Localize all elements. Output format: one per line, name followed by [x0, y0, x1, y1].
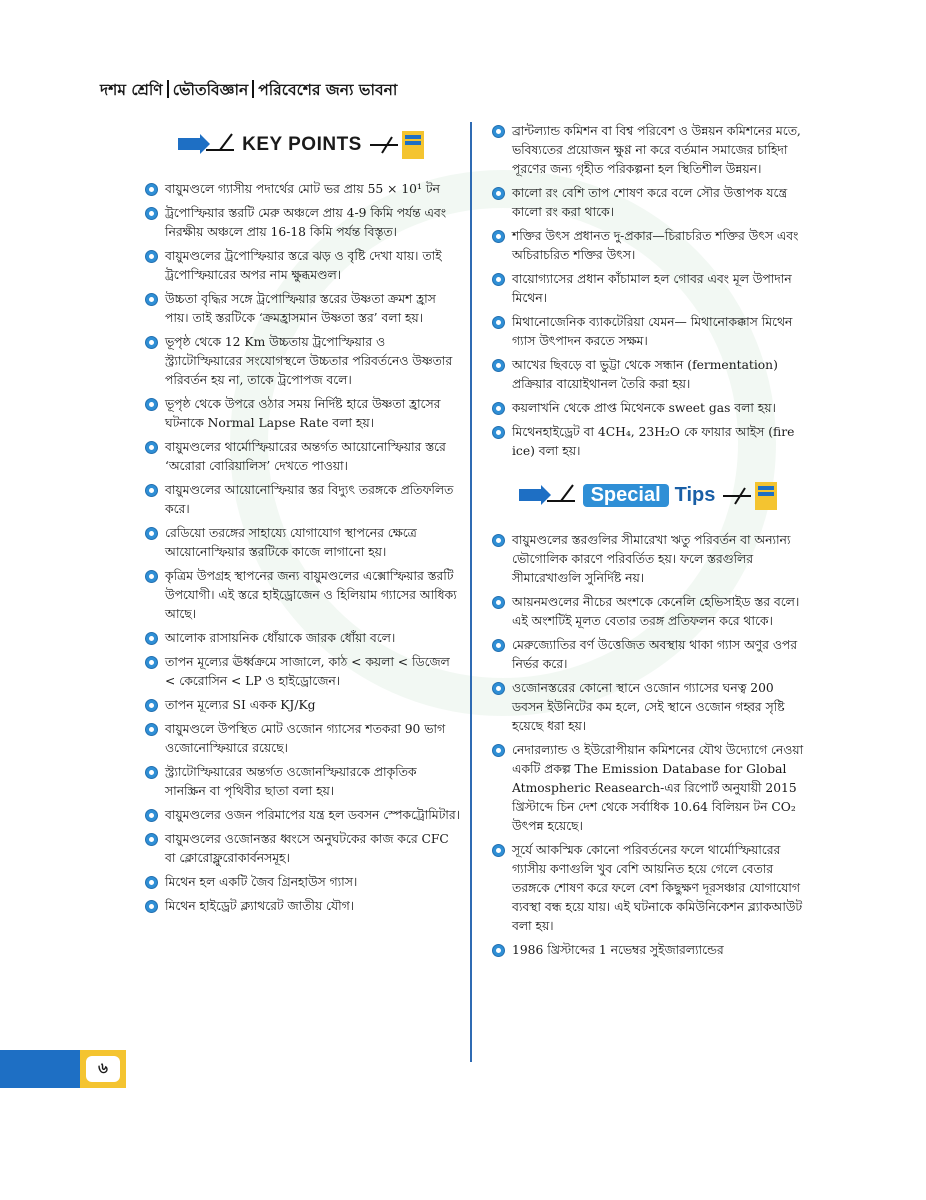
list-item [143, 567, 461, 624]
folder-icon [721, 478, 781, 512]
list-item-text: কালো রং বেশি তাপ শোষণ করে বলে সৌর উত্তাপক যন্ত্রে কালো রং করা থাকে। [512, 186, 787, 219]
bullet-icon [145, 699, 158, 712]
list-item-text: মিথেন হল একটি জৈব গ্রিনহাউস গ্যাস। [165, 875, 358, 889]
list-item [490, 122, 808, 179]
list-item [490, 227, 808, 265]
list-item-text: মিথানোজেনিক ব্যাকটেরিয়া যেমন— মিথানোকক্কাস মিথেন গ্যাস উৎপাদন করতে সক্ষম। [512, 315, 793, 348]
special-tips-pill: Special [583, 484, 669, 507]
bullet-icon [492, 639, 505, 652]
list-item [143, 180, 461, 199]
list-item [490, 941, 808, 960]
list-item-text: বায়ুমণ্ডলের ওজোনস্তর ধ্বংসে অনুঘটকের কাজ করে CFC বা ক্লোরোফ্লুরোকার্বনসমূহ। [165, 832, 449, 865]
list-item-text: আখের ছিবড়ে বা ভুট্টা থেকে সন্ধান (fermentation) প্রক্রিয়ার বায়োইথানল তৈরি করা হয়। [512, 358, 778, 391]
list-item [143, 481, 461, 519]
key-points-list [143, 180, 461, 916]
left-column [143, 122, 461, 921]
list-item-text: নেদারল্যান্ড ও ইউরোপীয়ান কমিশনের যৌথ উদ্যোগে নেওয়া একটি প্রকল্প The Emission Database for Global Atmospheric Reasearch-এর রিপোর্ট অনুযায়ী 2015 খ্রিস্টাব্দে চিন দেশ থেকে সর্বাধিক 10.64 বিলিয়ন টন CO₂ উৎপন্ন হয়েছে। [512, 743, 804, 833]
list-item-text: সূর্যে আকস্মিক কোনো পরিবর্তনের ফলে থার্মোস্ফিয়ারের গ্যাসীয় কণাগুলি খুব বেশি আয়নিত হয়ে গেলে বেতার তরঙ্গকে শোষণ করে ফলে বেশ কিছুক্ষণ দূরসঞ্চার যোগাযোগ ব্যবস্থা বন্ধ হয়ে যায়। এই ঘটনাকে কমিউনিকেশন ব্ল্যাকআউট বলা হয়। [512, 843, 803, 933]
header-class: দশম শ্রেণি [100, 81, 163, 99]
bullet-icon [492, 230, 505, 243]
bullet-icon [145, 250, 158, 263]
page-tab [0, 1050, 80, 1088]
list-item-text: উচ্চতা বৃদ্ধির সঙ্গে ট্রপোস্ফিয়ার স্তরের উষ্ণতা ক্রমশ হ্রাস পায়। তাই স্তরটিকে ‘ক্রমহ্রাসমান উষ্ণতা স্তর’ বলা হয়। [165, 292, 436, 325]
bullet-icon [145, 207, 158, 220]
list-item-text: বায়ুমণ্ডলে গ্যাসীয় পদার্থের মোট ভর প্রায় 55 × 10¹ টন [165, 182, 440, 196]
page-number-box [80, 1050, 126, 1088]
list-item-text: বায়ুমণ্ডলের ট্রপোস্ফিয়ার স্তরে ঝড় ও বৃষ্টি দেখা যায়। তাই ট্রপোস্ফিয়ারের অপর নাম ক্ষুব্ধমণ্ডল। [165, 249, 442, 282]
bullet-icon [145, 766, 158, 779]
list-item [490, 270, 808, 308]
bullet-icon [492, 682, 505, 695]
bullet-icon [145, 833, 158, 846]
list-item-text: মিথেন হাইড্রেট ক্ল্যাথরেট জাতীয় যৌগ। [165, 899, 355, 913]
bullet-icon [492, 744, 505, 757]
folder-icon [368, 127, 428, 161]
header-separator [252, 80, 254, 98]
list-item [490, 399, 808, 418]
bullet-icon [492, 402, 505, 415]
list-item-text: আলোক রাসায়নিক ধোঁয়াকে জারক ধোঁয়া বলে। [165, 631, 396, 645]
list-item-text: ভূপৃষ্ঠ থেকে 12 Km উচ্চতায় ট্রপোস্ফিয়ার ও স্ট্র্যাটোস্ফিয়ারের সংযোগস্থলে উচ্চতার পরিবর্তনেও উষ্ণতার পরিবর্তন হয় না, তাকে ট্রপোপজ বলে। [165, 335, 453, 387]
header-subject: ভৌতবিজ্ঞান [172, 81, 249, 99]
list-item [143, 696, 461, 715]
bullet-icon [145, 632, 158, 645]
bullet-icon [492, 596, 505, 609]
key-points-title: KEY POINTS [242, 133, 362, 155]
bullet-icon [145, 293, 158, 306]
list-item [143, 653, 461, 691]
list-item [490, 184, 808, 222]
list-item [490, 313, 808, 351]
page-number: ৬ [86, 1056, 120, 1082]
header-separator [167, 80, 169, 98]
bullet-icon [492, 187, 505, 200]
right-column [490, 122, 808, 965]
right-points-list [490, 122, 808, 461]
page-header [100, 78, 397, 104]
special-tips-banner [490, 473, 808, 517]
bullet-icon [145, 484, 158, 497]
list-item-text: কৃত্রিম উপগ্রহ স্থাপনের জন্য বায়ুমণ্ডলের এক্সোস্ফিয়ার স্তরটি উপযোগী। এই স্তরে হাইড্রোজেন ও হিলিয়াম গ্যাসের আধিক্য আছে। [165, 569, 457, 621]
list-item [143, 204, 461, 242]
bullet-icon [492, 844, 505, 857]
list-item [143, 395, 461, 433]
list-item-text: 1986 খ্রিস্টাব্দের 1 নভেম্বর সুইজারল্যান্ডের [512, 943, 724, 957]
list-item [143, 720, 461, 758]
list-item-text: স্ট্র্যাটোস্ফিয়ারের অন্তর্গত ওজোনস্ফিয়ারকে প্রাকৃতিক সানস্ক্রিন বা পৃথিবীর ছাতা বলা হয়। [165, 765, 417, 798]
list-item [143, 524, 461, 562]
list-item-text: কয়লাখনি থেকে প্রাপ্ত মিথেনকে sweet gas বলা হয়। [512, 401, 776, 415]
list-item-text: রেডিয়ো তরঙ্গের সাহায্যে যোগাযোগ স্থাপনের ক্ষেত্রে আয়োনোস্ফিয়ার স্তরটিকে কাজে লাগানো হয়। [165, 526, 417, 559]
list-item-text: আয়নমণ্ডলের নীচের অংশকে কেনেলি হেভিসাইড স্তর বলে। এই অংশটিই মূলত বেতার তরঙ্গ প্রতিফলন করে থাকে। [512, 595, 800, 628]
bullet-icon [145, 900, 158, 913]
list-item-text: বায়ুমণ্ডলের আয়োনোস্ফিয়ার স্তর বিদ্যুৎ তরঙ্গকে প্রতিফলিত করে। [165, 483, 454, 516]
list-item-text: মেরুজ্যোতির বর্ণ উত্তেজিত অবস্থায় থাকা গ্যাস অণুর ওপর নির্ভর করে। [512, 638, 798, 671]
arrow-icon [176, 132, 236, 156]
bullet-icon [145, 809, 158, 822]
list-item [143, 830, 461, 868]
list-item [143, 763, 461, 801]
special-tips-word: Tips [674, 483, 716, 506]
list-item-text: তাপন মূল্যের SI একক KJ/Kg [165, 698, 316, 712]
list-item-text: তাপন মূল্যের ঊর্ধ্বক্রমে সাজালে, কাঠ < কয়লা < ডিজেল < কেরোসিন < LP ও হাইড্রোজেন। [165, 655, 450, 688]
list-item [490, 636, 808, 674]
list-item-text: ব্রান্টল্যান্ড কমিশন বা বিশ্ব পরিবেশ ও উন্নয়ন কমিশনের মতে, ভবিষ্যতের প্রয়োজন ক্ষুণ্ণ না করে বর্তমান সমাজের চাহিদা পূরণের জন্য গৃহীত পরিকল্পনা হল স্থিতিশীল উন্নয়ন। [512, 124, 801, 176]
list-item-text: ভূপৃষ্ঠ থেকে উপরে ওঠার সময় নির্দিষ্ট হারে উষ্ণতা হ্রাসের ঘটনাকে Normal Lapse Rate বলা হয়। [165, 397, 441, 430]
list-item [143, 806, 461, 825]
list-item-text: মিথেনহাইড্রেট বা 4CH₄, 23H₂O কে ফায়ার আইস (fire ice) বলা হয়। [512, 425, 795, 458]
list-item [143, 333, 461, 390]
bullet-icon [492, 944, 505, 957]
bullet-icon [492, 125, 505, 138]
bullet-icon [145, 398, 158, 411]
list-item [490, 841, 808, 936]
bullet-icon [492, 273, 505, 286]
key-points-banner [143, 122, 461, 166]
list-item [143, 897, 461, 916]
bullet-icon [145, 876, 158, 889]
list-item [490, 741, 808, 836]
list-item-text: বায়ুমণ্ডলের থার্মোস্ফিয়ারের অন্তর্গত আয়োনোস্ফিয়ার স্তরে ‘অরোরা বোরিয়ালিস’ দেখতে পাওয়া। [165, 440, 446, 473]
special-tips-list [490, 531, 808, 960]
bullet-icon [492, 534, 505, 547]
column-divider [470, 122, 472, 1062]
list-item [490, 679, 808, 736]
list-item [143, 873, 461, 892]
bullet-icon [145, 656, 158, 669]
list-item [143, 290, 461, 328]
bullet-icon [492, 426, 505, 439]
bullet-icon [145, 183, 158, 196]
list-item-text: ট্রপোস্ফিয়ার স্তরটি মেরু অঞ্চলে প্রায় 4-9 কিমি পর্যন্ত এবং নিরক্ষীয় অঞ্চলে প্রায় 16-18 কিমি পর্যন্ত বিস্তৃত। [165, 206, 447, 239]
list-item [490, 356, 808, 394]
bullet-icon [145, 527, 158, 540]
list-item [490, 423, 808, 461]
list-item-text: বায়ুমণ্ডলে উপস্থিত মোট ওজোন গ্যাসের শতকরা 90 ভাগ ওজোনোস্ফিয়ারে রয়েছে। [165, 722, 446, 755]
list-item-text: ওজোনস্তরের কোনো স্থানে ওজোন গ্যাসের ঘনত্ব 200 ডবসন ইউনিটের কম হলে, সেই স্থানে ওজোন গহ্বর সৃষ্টি হয়েছে ধরা হয়। [512, 681, 785, 733]
list-item [490, 531, 808, 588]
bullet-icon [145, 723, 158, 736]
list-item-text: বায়ুমণ্ডলের স্তরগুলির সীমারেখা ঋতু পরিবর্তন বা অন্যান্য ভৌগোলিক কারণে পরিবর্তিত হয়। ফলে স্তরগুলির সীমারেখাগুলি সুনির্দিষ্ট নয়। [512, 533, 791, 585]
list-item [143, 247, 461, 285]
list-item-text: বায়োগ্যাসের প্রধান কাঁচামাল হল গোবর এবং মূল উপাদান মিথেন। [512, 272, 792, 305]
bullet-icon [145, 570, 158, 583]
bullet-icon [145, 441, 158, 454]
list-item-text: শক্তির উৎস প্রধানত দু-প্রকার—চিরাচরিত শক্তির উৎস এবং অচিরাচরিত শক্তির উৎস। [512, 229, 799, 262]
list-item [490, 593, 808, 631]
bullet-icon [492, 359, 505, 372]
header-chapter: পরিবেশের জন্য ভাবনা [258, 81, 398, 99]
list-item [143, 438, 461, 476]
arrow-icon [517, 483, 577, 507]
bullet-icon [492, 316, 505, 329]
list-item [143, 629, 461, 648]
list-item-text: বায়ুমণ্ডলের ওজন পরিমাপের যন্ত্র হল ডবসন স্পেকট্রোমিটার। [165, 808, 461, 822]
bullet-icon [145, 336, 158, 349]
